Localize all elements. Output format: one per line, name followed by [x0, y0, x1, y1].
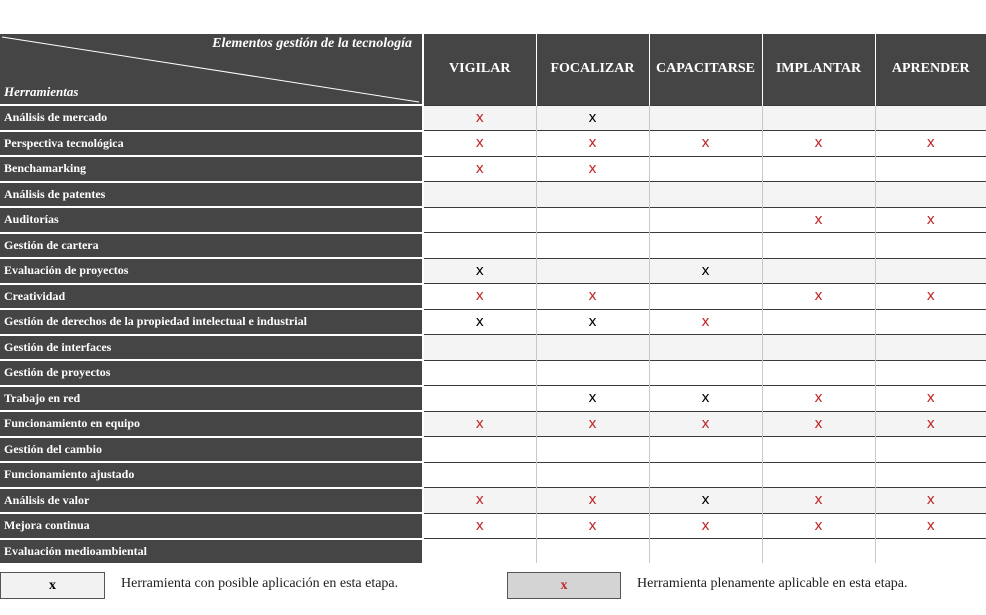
- full-application-mark: x: [475, 288, 484, 305]
- legend-possible-text: Herramienta con posible aplicación en esta etapa.: [121, 576, 399, 591]
- mark-cell: [423, 386, 536, 412]
- mark-cell: [423, 131, 536, 157]
- tool-name-cell: Gestión de proyectos: [0, 360, 423, 386]
- mark-cell: [536, 488, 649, 514]
- mark-cell: [649, 488, 762, 514]
- possible-application-mark: x: [475, 262, 484, 279]
- mark-cell: [536, 131, 649, 157]
- mark-cell: [423, 284, 536, 310]
- mark-cell: [875, 539, 986, 564]
- table-row: [0, 437, 986, 463]
- mark-cell: [762, 360, 875, 386]
- corner-label-elements: Elementos gestión de la tecnología: [212, 36, 412, 51]
- tool-name-cell: Análisis de patentes: [0, 182, 423, 208]
- possible-application-mark: x: [701, 262, 710, 279]
- full-application-mark: x: [926, 517, 935, 534]
- mark-cell: [875, 411, 986, 437]
- full-application-mark: x: [475, 492, 484, 509]
- tool-name-cell: Gestión de interfaces: [0, 335, 423, 361]
- full-application-mark: x: [475, 135, 484, 152]
- possible-application-mark: x: [701, 390, 710, 407]
- table-row: [0, 386, 986, 412]
- full-application-mark: x: [926, 492, 935, 509]
- full-application-mark: x: [926, 415, 935, 432]
- possible-application-mark: x: [475, 313, 484, 330]
- tool-name-cell: Auditorías: [0, 207, 423, 233]
- tool-name-cell: Mejora continua: [0, 513, 423, 539]
- mark-cell: [762, 462, 875, 488]
- stage-header-vigilar: VIGILAR: [423, 34, 536, 105]
- mark-cell: [423, 335, 536, 361]
- mark-cell: [536, 105, 649, 131]
- mark-cell: [875, 105, 986, 131]
- stage-header-capacitarse: CAPACITARSE: [649, 34, 762, 105]
- mark-cell: [875, 131, 986, 157]
- mark-cell: [762, 309, 875, 335]
- mark-cell: [536, 539, 649, 564]
- mark-cell: [423, 437, 536, 463]
- mark-cell: [762, 335, 875, 361]
- full-application-mark: x: [475, 415, 484, 432]
- mark-cell: [423, 488, 536, 514]
- table-row: [0, 462, 986, 488]
- mark-cell: [649, 539, 762, 564]
- mark-cell: [875, 207, 986, 233]
- full-application-mark: x: [588, 517, 597, 534]
- stage-header-implantar: IMPLANTAR: [762, 34, 875, 105]
- mark-cell: [649, 411, 762, 437]
- possible-application-mark: x: [701, 492, 710, 509]
- full-application-mark: x: [814, 517, 823, 534]
- full-application-mark: x: [926, 135, 935, 152]
- full-application-mark: x: [926, 288, 935, 305]
- tool-name-cell: Gestión de cartera: [0, 233, 423, 259]
- mark-cell: [423, 207, 536, 233]
- mark-cell: [536, 360, 649, 386]
- mark-cell: [762, 207, 875, 233]
- corner-header-cell: [0, 34, 423, 105]
- full-application-mark: x: [814, 135, 823, 152]
- mark-cell: [762, 513, 875, 539]
- tool-name-cell: Análisis de valor: [0, 488, 423, 514]
- mark-cell: [649, 105, 762, 131]
- full-application-mark: x: [588, 135, 597, 152]
- table-row: [0, 105, 986, 131]
- full-application-mark: x: [475, 109, 484, 126]
- table-row: [0, 233, 986, 259]
- mark-cell: [875, 284, 986, 310]
- mark-cell: [762, 233, 875, 259]
- legend-full-swatch: x: [507, 572, 621, 599]
- full-application-mark: x: [701, 313, 710, 330]
- mark-cell: [536, 284, 649, 310]
- table-row: [0, 539, 986, 564]
- mark-cell: [762, 182, 875, 208]
- table-row: [0, 284, 986, 310]
- mark-cell: [423, 360, 536, 386]
- mark-cell: [536, 207, 649, 233]
- mark-cell: [423, 105, 536, 131]
- full-application-mark: x: [814, 492, 823, 509]
- full-application-mark: x: [701, 415, 710, 432]
- full-application-mark: x: [701, 135, 710, 152]
- mark-cell: [536, 156, 649, 182]
- table-row: [0, 488, 986, 514]
- mark-cell: [536, 462, 649, 488]
- table-row: [0, 335, 986, 361]
- mark-cell: [649, 156, 762, 182]
- mark-cell: [649, 386, 762, 412]
- mark-cell: [875, 156, 986, 182]
- stage-header-focalizar: FOCALIZAR: [536, 34, 649, 105]
- corner-label-tools: Herramientas: [4, 84, 79, 99]
- mark-cell: [875, 360, 986, 386]
- tools-matrix-table: [0, 34, 986, 563]
- table-row: [0, 513, 986, 539]
- table-row: [0, 360, 986, 386]
- tool-name-cell: Creatividad: [0, 284, 423, 310]
- full-application-mark: x: [588, 415, 597, 432]
- tool-name-cell: Gestión del cambio: [0, 437, 423, 463]
- mark-cell: [649, 182, 762, 208]
- full-application-mark: x: [475, 517, 484, 534]
- full-application-mark: x: [814, 415, 823, 432]
- possible-application-mark: x: [588, 109, 597, 126]
- mark-cell: [762, 258, 875, 284]
- mark-cell: [762, 437, 875, 463]
- mark-cell: [649, 513, 762, 539]
- table-row: [0, 131, 986, 157]
- mark-cell: [423, 182, 536, 208]
- mark-cell: [423, 539, 536, 564]
- tool-name-cell: Funcionamiento en equipo: [0, 411, 423, 437]
- mark-cell: [423, 411, 536, 437]
- full-application-mark: x: [814, 288, 823, 305]
- mark-cell: [762, 131, 875, 157]
- mark-cell: [875, 258, 986, 284]
- mark-cell: [423, 233, 536, 259]
- matrix-body: [0, 105, 986, 563]
- mark-cell: [649, 207, 762, 233]
- mark-cell: [875, 233, 986, 259]
- full-application-mark: x: [588, 492, 597, 509]
- tool-name-cell: Perspectiva tecnológica: [0, 131, 423, 157]
- legend-possible-swatch: x: [0, 572, 105, 599]
- mark-cell: [536, 233, 649, 259]
- mark-cell: [762, 411, 875, 437]
- mark-cell: [649, 309, 762, 335]
- table-row: [0, 156, 986, 182]
- full-application-mark: x: [926, 211, 935, 228]
- mark-cell: [423, 309, 536, 335]
- mark-cell: [762, 488, 875, 514]
- full-application-mark: x: [701, 517, 710, 534]
- mark-cell: [762, 156, 875, 182]
- tool-name-cell: Benchamarking: [0, 156, 423, 182]
- mark-cell: [649, 462, 762, 488]
- mark-cell: [875, 513, 986, 539]
- mark-cell: [536, 309, 649, 335]
- mark-cell: [536, 335, 649, 361]
- mark-cell: [536, 411, 649, 437]
- mark-cell: [762, 284, 875, 310]
- mark-cell: [649, 131, 762, 157]
- mark-cell: [649, 360, 762, 386]
- mark-cell: [875, 309, 986, 335]
- table-row: [0, 411, 986, 437]
- tool-name-cell: Análisis de mercado: [0, 105, 423, 131]
- tool-name-cell: Evaluación medioambiental: [0, 539, 423, 564]
- mark-cell: [536, 258, 649, 284]
- legend-full-text: Herramienta plenamente aplicable en esta etapa.: [637, 576, 908, 591]
- tool-name-cell: Gestión de derechos de la propiedad intelectual e industrial: [0, 309, 423, 335]
- mark-cell: [649, 437, 762, 463]
- tool-name-cell: Evaluación de proyectos: [0, 258, 423, 284]
- mark-cell: [536, 437, 649, 463]
- header-row: [0, 34, 986, 105]
- mark-cell: [762, 105, 875, 131]
- full-application-mark: x: [814, 211, 823, 228]
- mark-cell: [536, 386, 649, 412]
- legend: [0, 572, 986, 602]
- tool-name-cell: Trabajo en red: [0, 386, 423, 412]
- full-application-mark: x: [588, 288, 597, 305]
- mark-cell: [875, 462, 986, 488]
- mark-cell: [875, 182, 986, 208]
- table-row: [0, 258, 986, 284]
- mark-cell: [875, 386, 986, 412]
- mark-cell: [649, 284, 762, 310]
- full-application-mark: x: [814, 390, 823, 407]
- stage-header-aprender: APRENDER: [875, 34, 986, 105]
- full-application-mark: x: [588, 160, 597, 177]
- mark-cell: [423, 156, 536, 182]
- possible-application-mark: x: [588, 390, 597, 407]
- mark-cell: [875, 335, 986, 361]
- mark-cell: [875, 437, 986, 463]
- mark-cell: [649, 258, 762, 284]
- mark-cell: [423, 513, 536, 539]
- mark-cell: [762, 386, 875, 412]
- table-row: [0, 309, 986, 335]
- mark-cell: [423, 462, 536, 488]
- tool-name-cell: Funcionamiento ajustado: [0, 462, 423, 488]
- mark-cell: [875, 488, 986, 514]
- mark-cell: [536, 513, 649, 539]
- mark-cell: [423, 258, 536, 284]
- mark-cell: [649, 233, 762, 259]
- mark-cell: [649, 335, 762, 361]
- mark-cell: [536, 182, 649, 208]
- mark-cell: [762, 539, 875, 564]
- table-row: [0, 182, 986, 208]
- full-application-mark: x: [475, 160, 484, 177]
- possible-application-mark: x: [588, 313, 597, 330]
- table-row: [0, 207, 986, 233]
- full-application-mark: x: [926, 390, 935, 407]
